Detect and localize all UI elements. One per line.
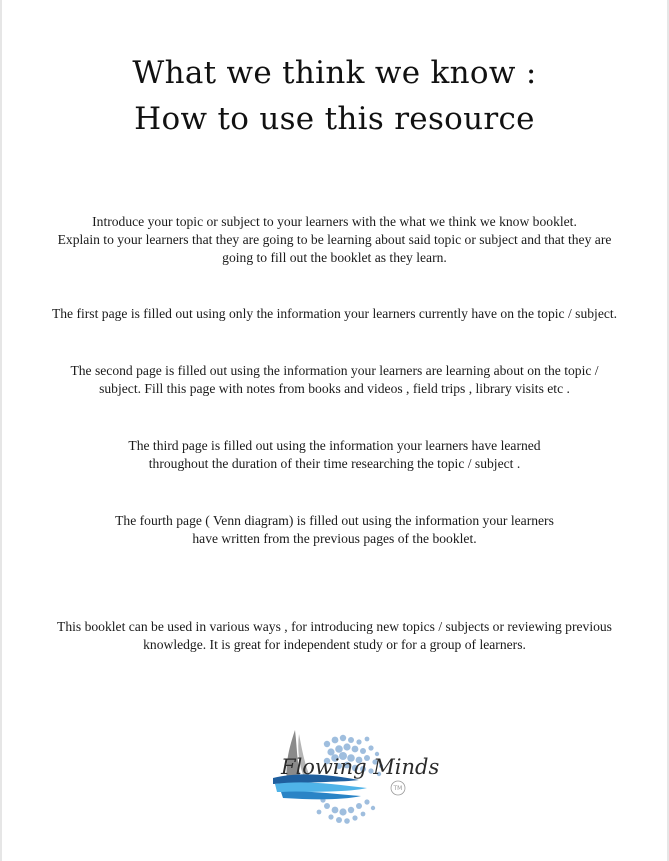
page-title-line-1: What we think we know :	[132, 55, 537, 91]
fourth-page-paragraph	[2, 512, 667, 548]
paragraph-line: have written from the previous pages of the booklet.	[192, 531, 477, 546]
paragraph-line: knowledge. It is great for independent study or for a group of learners.	[143, 637, 526, 652]
paragraph-line: going to fill out the booklet as they learn.	[222, 250, 447, 265]
third-page-paragraph	[2, 437, 667, 473]
paragraph-line: throughout the duration of their time researching the topic / subject .	[148, 456, 521, 471]
paragraph-line: The first page is filled out using only the information your learners currently have on the topic / subject.	[51, 306, 618, 321]
paragraph-line: subject. Fill this page with notes from books and videos , field trips , library visits etc .	[99, 381, 570, 396]
flowing-minds-logo-icon	[267, 722, 440, 830]
usage-paragraph	[2, 618, 667, 654]
paragraph-line: The fourth page ( Venn diagram) is filled out using the information your learners	[115, 513, 554, 528]
wave-light	[275, 782, 367, 792]
paragraph-line: Introduce your topic or subject to your learners with the what we think we know booklet.	[92, 214, 577, 229]
intro-paragraph	[2, 213, 667, 267]
paragraph-line: This booklet can be used in various ways , for introducing new topics / subjects or reviewing previous	[57, 619, 612, 634]
second-page-paragraph	[2, 362, 667, 398]
paragraph-line: The second page is filled out using the information your learners are learning about on the topic /	[70, 363, 599, 378]
trademark-mark: TM	[393, 785, 403, 792]
paragraph-line: Explain to your learners that they are going to be learning about said topic or subject and that they are	[57, 232, 612, 247]
flowing-minds-logo	[267, 722, 440, 830]
logo-wordmark: Flowing Minds	[281, 755, 440, 779]
page-title-line-2: How to use this resource	[134, 101, 535, 137]
first-page-paragraph	[2, 305, 667, 323]
paragraph-line: The third page is filled out using the information your learners have learned	[128, 438, 541, 453]
wave-mid	[281, 791, 361, 799]
